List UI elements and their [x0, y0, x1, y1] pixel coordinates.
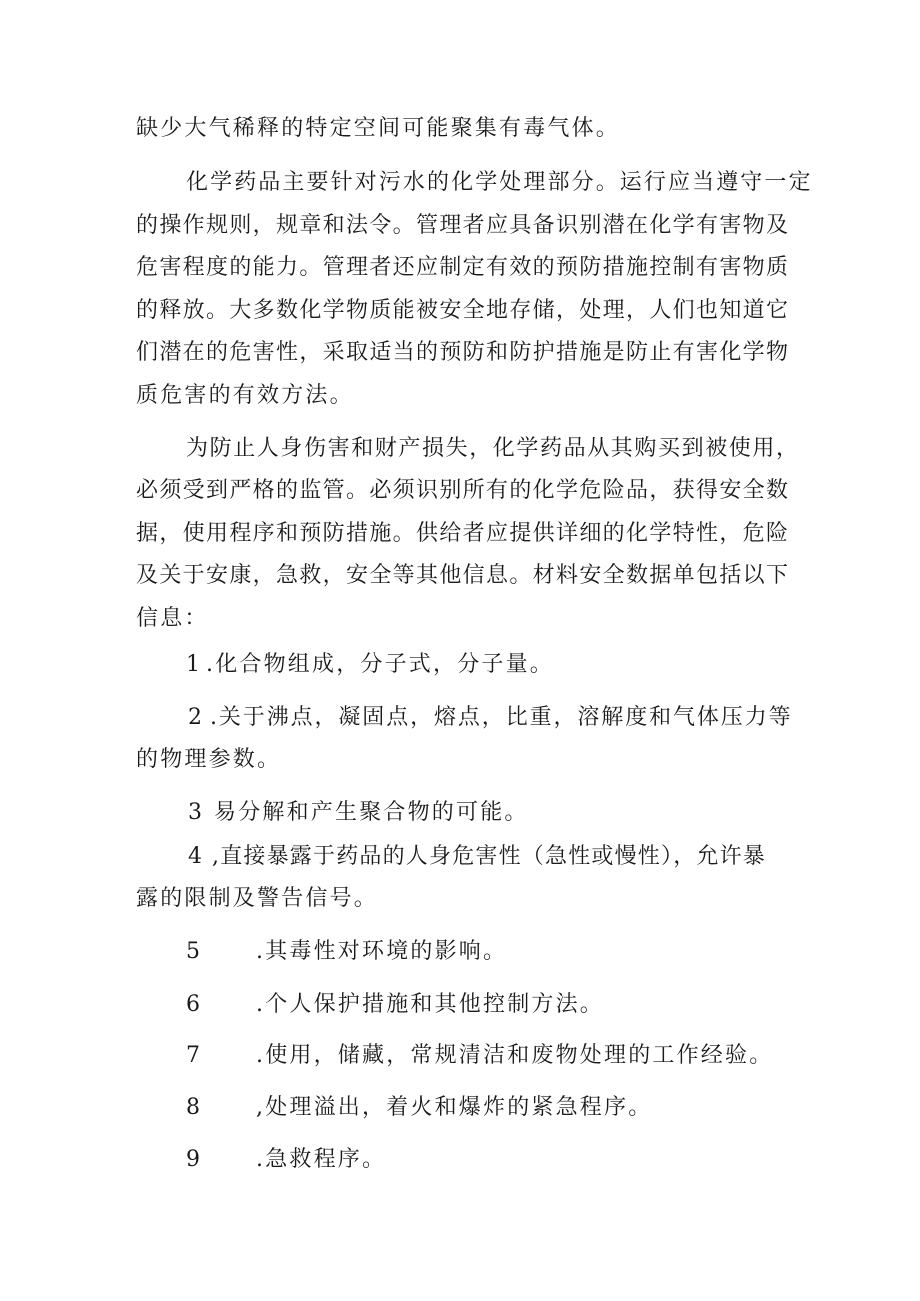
paragraph-line: 据，使用程序和预防措施。供给者应提供详细的化学特性，危险 [136, 521, 788, 546]
paragraph-line: 必须受到严格的监管。必须识别所有的化学危险品，获得安全数 [136, 478, 788, 503]
list-item-text: .使用，储藏，常规清洁和废物处理的工作经验。 [256, 1043, 774, 1068]
paragraph-line: 信息： [136, 606, 209, 631]
list-item-text: .急救程序。 [256, 1147, 387, 1172]
list-number: 8 [186, 1095, 200, 1120]
list-number: 4 [188, 844, 202, 869]
list-number: 9 [186, 1147, 200, 1172]
paragraph-line: 们潜在的危害性，采取适当的预防和防护措施是防止有害化学物 [136, 340, 788, 365]
list-number: 6 [186, 992, 200, 1017]
paragraph-line: 的操作规则，规章和法令。管理者应具备识别潜在化学有害物及 [136, 213, 788, 238]
list-number: 5 [186, 939, 200, 964]
list-number: 2 [188, 705, 202, 730]
paragraph-line: 为防止人身伤害和财产损失，化学药品从其购买到被使用， [186, 436, 800, 461]
list-number: 3 [188, 800, 202, 825]
paragraph-line: 危害程度的能力。管理者还应制定有效的预防措施控制有害物质 [136, 255, 788, 280]
list-number: 1 [186, 652, 200, 677]
paragraph-line: 化学药品主要针对污水的化学处理部分。运行应当遵守一定 [186, 170, 813, 195]
paragraph-line: 的释放。大多数化学物质能被安全地存储，处理，人们也知道它 [136, 298, 788, 323]
paragraph-line: 及关于安康，急救，安全等其他信息。材料安全数据单包括以下 [136, 563, 788, 588]
list-item-text: 露的限制及警告信号。 [136, 886, 379, 911]
list-item-text: .其毒性对环境的影响。 [256, 939, 508, 964]
list-item-text: 的物理参数。 [136, 747, 282, 772]
list-item-text: .关于沸点，凝固点，熔点，比重，溶解度和气体压力等 [210, 705, 793, 730]
list-item-text: .化合物组成，分子式，分子量。 [206, 652, 554, 677]
list-item-text: ,处理溢出，着火和爆炸的紧急程序。 [256, 1095, 653, 1120]
list-item-text: ,直接暴露于药品的人身危害性（急性或慢性），允许暴 [212, 844, 766, 869]
paragraph-line: 质危害的有效方法。 [136, 383, 354, 408]
list-item-text: 易分解和产生聚合物的可能。 [214, 800, 529, 825]
list-item-text: .个人保护措施和其他控制方法。 [256, 992, 604, 1017]
paragraph-line: 缺少大气稀释的特定空间可能聚集有毒气体。 [136, 116, 621, 141]
list-number: 7 [186, 1043, 200, 1068]
